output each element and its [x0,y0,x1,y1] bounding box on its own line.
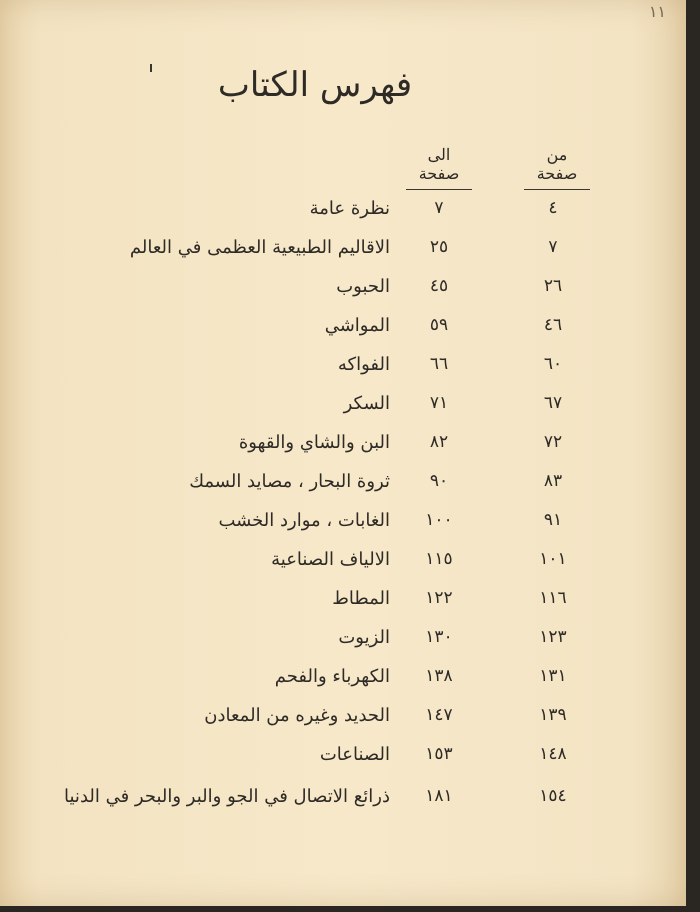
contents-row [0,315,686,345]
to-page-number: ١٣٠ [425,627,453,647]
to-page-number: ٨٢ [429,432,449,452]
from-page-number: ١٣٩ [539,705,567,725]
to-page-number: ١٥٣ [425,744,453,764]
contents-row [0,705,686,735]
from-page-number: ٤ [548,198,558,218]
column-header-from-page: من صفحة [524,145,590,190]
from-page-number: ٨٣ [543,471,563,491]
contents-row [0,549,686,579]
to-page-number: ١٨١ [425,786,453,806]
contents-row [0,354,686,384]
from-page-number: ٧ [548,237,558,257]
topic-title: الحبوب [336,276,390,297]
topic-title: نظرة عامة [309,198,390,219]
from-page-number: ١٢٣ [539,627,567,647]
topic-title: الغابات ، موارد الخشب [218,510,390,531]
from-page-number: ٢٦ [543,276,563,296]
topic-title: الالياف الصناعية [271,549,390,570]
topic-title: البن والشاي والقهوة [238,432,390,453]
topic-title: الحديد وغيره من المعادن [204,705,390,726]
contents-row [0,666,686,696]
from-page-number: ٤٦ [543,315,563,335]
contents-row [0,432,686,462]
topic-title: ذرائع الاتصال في الجو والبر والبحر في الدنيا [64,786,390,807]
to-page-number: ٦٦ [429,354,449,374]
topic-title: المطاط [332,588,390,609]
to-page-number: ١٤٧ [425,705,453,725]
from-page-number: ١٣١ [539,666,567,686]
to-page-number: ٢٥ [429,237,449,257]
topic-title: الصناعات [319,744,390,765]
from-page-number: ١٠١ [539,549,567,569]
from-page-number: ١١٦ [539,588,567,608]
to-page-number: ٤٥ [429,276,449,296]
ink-speck [150,64,152,72]
topic-title: السكر [343,393,390,414]
to-page-number: ٩٠ [429,471,449,491]
to-page-number: ١٣٨ [425,666,453,686]
contents-row [0,237,686,267]
column-header-to-page: الى صفحة [406,145,472,190]
topic-title: الزيوت [338,627,390,648]
contents-row [0,510,686,540]
contents-row [0,198,686,228]
page-title: فهرس الكتاب [217,65,413,105]
to-page-number: ١٢٢ [425,588,453,608]
contents-row [0,786,686,816]
topic-title: الكهرباء والفحم [274,666,390,687]
contents-row [0,744,686,774]
to-page-number: ١٠٠ [425,510,453,530]
to-page-number: ٧ [434,198,444,218]
topic-title: المواشي [324,315,390,336]
to-page-number: ١١٥ [425,549,453,569]
topic-title: ثروة البحار ، مصايد السمك [189,471,390,492]
from-page-number: ٦٧ [543,393,563,413]
from-page-number: ١٥٤ [539,786,567,806]
contents-row [0,627,686,657]
from-page-number: ٦٠ [543,354,563,374]
corner-pencil-mark: ۱۱ [648,2,666,21]
from-page-number: ١٤٨ [539,744,567,764]
to-page-number: ٧١ [429,393,449,413]
from-page-number: ٧٢ [543,432,563,452]
from-page-number: ٩١ [543,510,563,530]
contents-row [0,471,686,501]
contents-row [0,393,686,423]
topic-title: الاقاليم الطبيعية العظمى في العالم [129,237,390,258]
contents-row [0,588,686,618]
topic-title: الفواكه [337,354,390,375]
contents-row [0,276,686,306]
to-page-number: ٥٩ [429,315,449,335]
